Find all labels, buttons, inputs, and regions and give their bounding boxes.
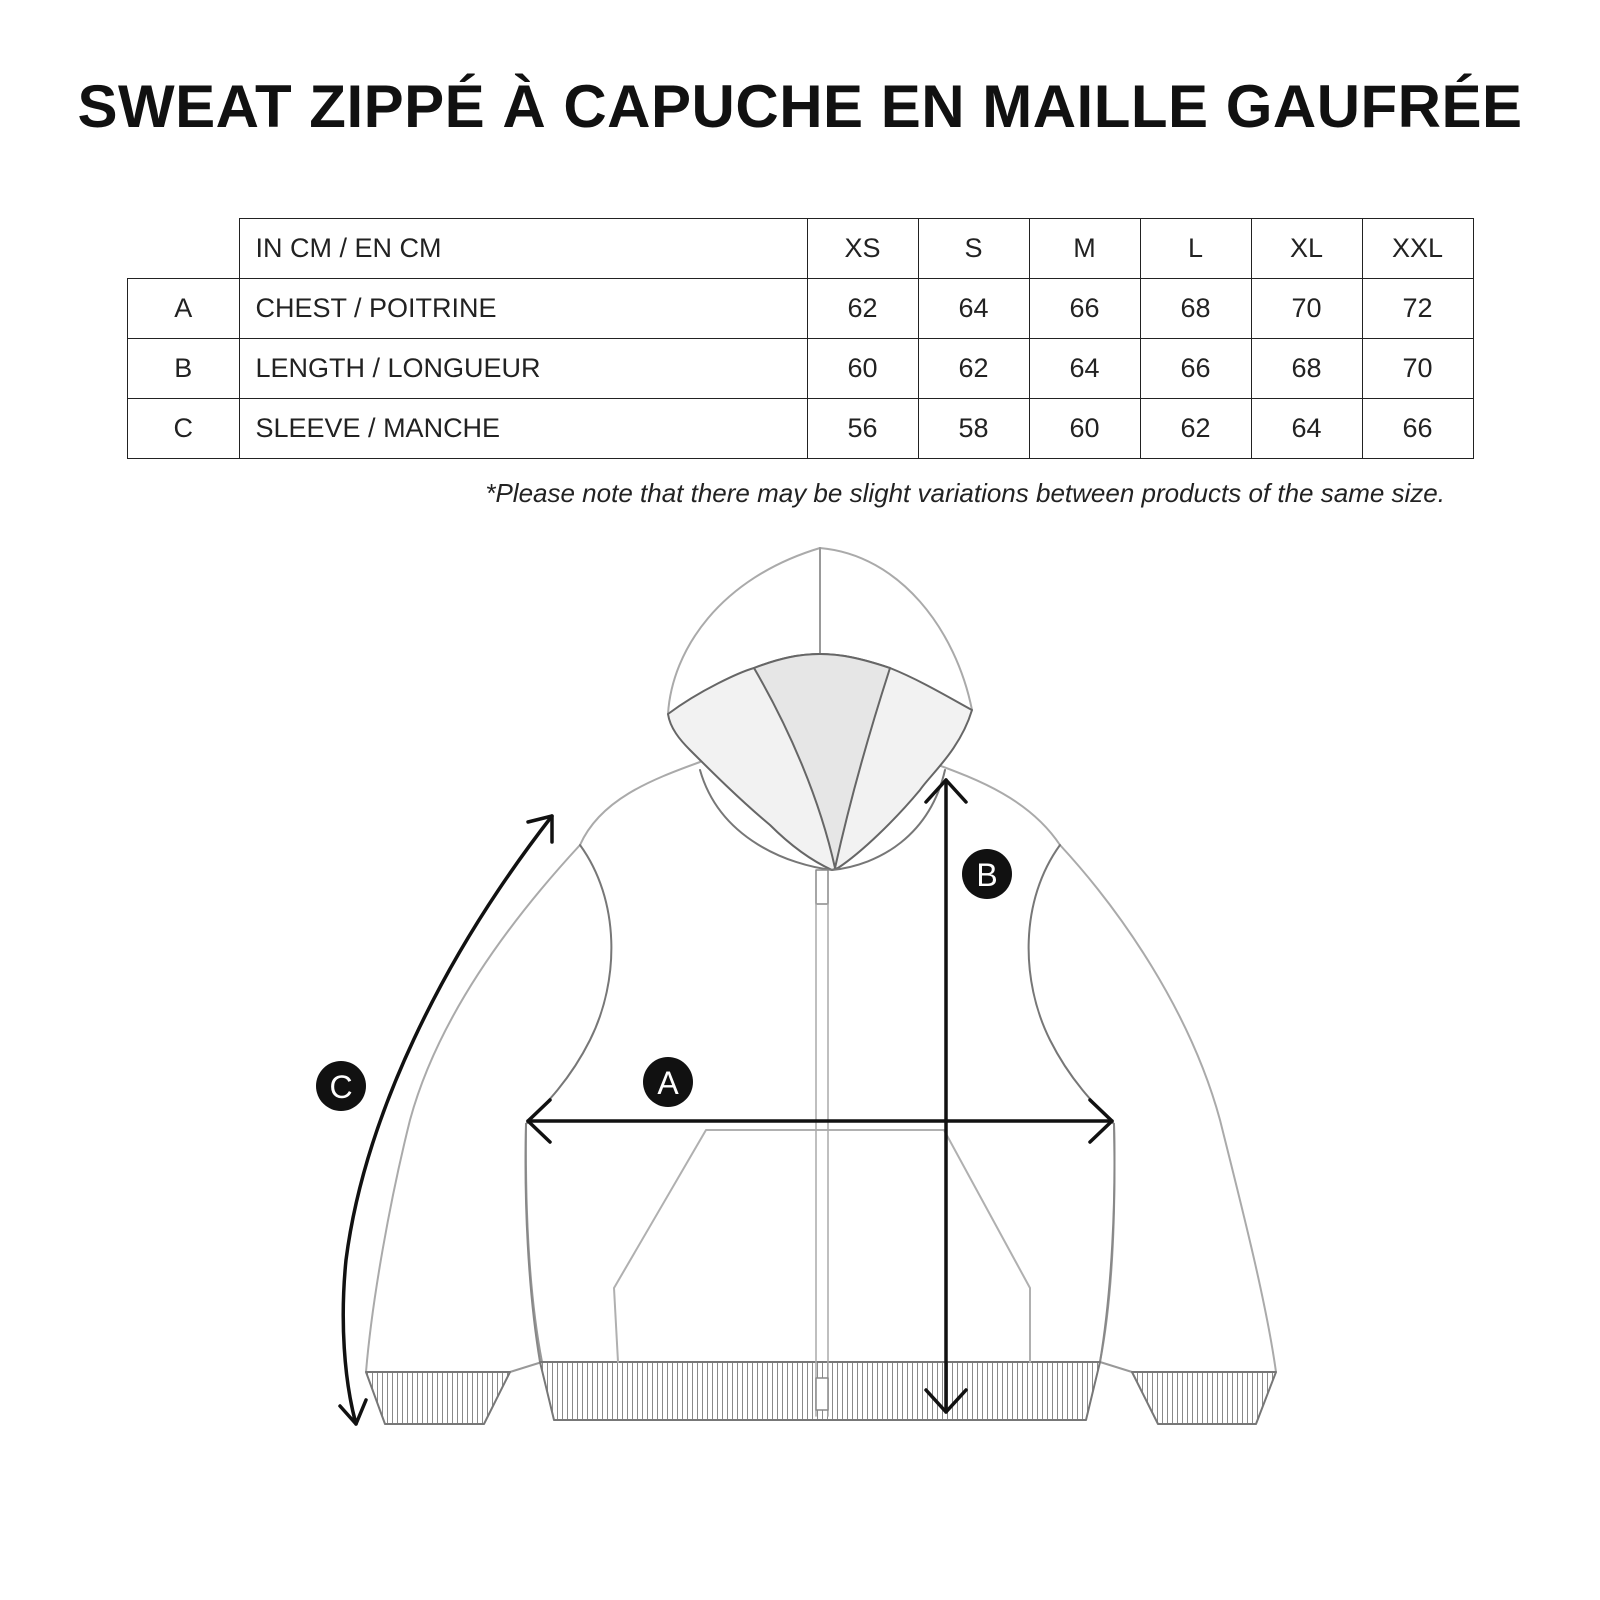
table-cell: 60 (1029, 399, 1140, 459)
right-armhole-seam (1029, 845, 1114, 1124)
row-letter: B (128, 339, 240, 399)
size-header: L (1140, 219, 1251, 279)
row-letter: C (128, 399, 240, 459)
row-measure: LENGTH / LONGUEUR (239, 339, 807, 399)
left-armhole-seam (526, 845, 611, 1124)
unit-header: IN CM / EN CM (239, 219, 807, 279)
badge-a (643, 1057, 693, 1107)
body-right-side (1100, 1124, 1114, 1362)
zipper-pull-top (816, 870, 828, 904)
size-header: XL (1251, 219, 1362, 279)
size-variation-note: *Please note that there may be slight variations between products of the same size. (485, 478, 1445, 508)
table-cell: 66 (1140, 339, 1251, 399)
table-cell: 68 (1251, 339, 1362, 399)
badge-c-label: C (329, 1069, 353, 1105)
table-cell: 68 (1140, 279, 1251, 339)
badge-a-label: A (657, 1065, 679, 1101)
table-cell: 64 (918, 279, 1029, 339)
table-cell: 64 (1029, 339, 1140, 399)
right-cuff (1132, 1372, 1276, 1424)
table-cell: 60 (807, 339, 918, 399)
table-cell: 70 (1362, 339, 1473, 399)
table-cell: 66 (1029, 279, 1140, 339)
badge-b (962, 849, 1012, 899)
page-title: SWEAT ZIPPÉ À CAPUCHE EN MAILLE GAUFRÉE (77, 73, 1523, 140)
badge-b-label: B (976, 857, 998, 893)
size-header: S (918, 219, 1029, 279)
table-cell: 58 (918, 399, 1029, 459)
table-cell: 64 (1251, 399, 1362, 459)
table-cell: 66 (1362, 399, 1473, 459)
left-cuff (366, 1372, 510, 1424)
size-header: XXL (1362, 219, 1473, 279)
table-cell: 72 (1362, 279, 1473, 339)
table-cell: 56 (807, 399, 918, 459)
size-header: XS (807, 219, 918, 279)
table-cell: 62 (807, 279, 918, 339)
row-letter: A (128, 279, 240, 339)
table-cell: 62 (918, 339, 1029, 399)
row-measure: SLEEVE / MANCHE (239, 399, 807, 459)
table-cell: 70 (1251, 279, 1362, 339)
body-left-side (526, 1124, 540, 1362)
hoodie-illustration (366, 548, 1276, 1424)
sleeve-arrow-line (343, 816, 552, 1424)
size-header: M (1029, 219, 1140, 279)
row-measure: CHEST / POITRINE (239, 279, 807, 339)
badge-c (316, 1061, 366, 1111)
table-cell: 62 (1140, 399, 1251, 459)
zipper-bottom-stop (816, 1378, 828, 1410)
zipper-line (816, 904, 828, 1416)
kangaroo-pocket (614, 1130, 1030, 1362)
